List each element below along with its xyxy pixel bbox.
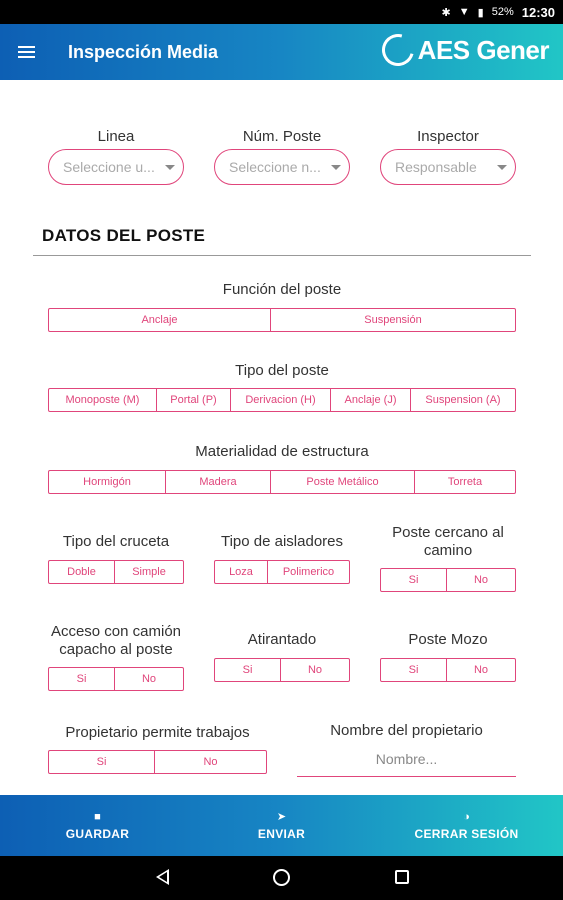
propietario-trabajos-option-si[interactable]: Si xyxy=(49,751,155,773)
back-icon[interactable] xyxy=(156,869,169,885)
tipo-poste-label: Tipo del poste xyxy=(235,362,329,379)
send-icon: ➤ xyxy=(276,810,287,823)
logout-icon: ◑ xyxy=(463,810,470,823)
material-option-metalico[interactable]: Poste Metálico xyxy=(271,471,415,493)
cerrar-sesion-label: CERRAR SESIÓN xyxy=(414,826,519,841)
material-option-torreta[interactable]: Torreta xyxy=(447,476,483,488)
tipo-poste-option-monoposte[interactable]: Monoposte (M) xyxy=(49,389,157,411)
tipo-poste-option-portal[interactable]: Portal (P) xyxy=(157,389,231,411)
cruceta-label: Tipo del cruceta xyxy=(62,533,170,550)
inspector-label: Inspector xyxy=(417,128,479,145)
inspector-select[interactable] xyxy=(380,149,516,185)
aisladores-segmented xyxy=(214,560,350,584)
brand-name: AES Gener xyxy=(417,34,549,65)
material-option-madera[interactable]: Madera xyxy=(166,471,271,493)
linea-value: Seleccione u... xyxy=(63,159,155,175)
hamburger-icon xyxy=(18,46,35,58)
mozo-segmented xyxy=(380,658,516,682)
enviar-label: ENVIAR xyxy=(257,826,306,841)
page-title: Inspección Media xyxy=(68,41,219,62)
num-poste-label: Núm. Poste xyxy=(242,128,322,145)
funcion-option-suspension[interactable]: Suspensión xyxy=(364,314,422,326)
aisladores-label: Tipo de aisladores xyxy=(220,533,343,550)
atirantado-segmented xyxy=(214,658,350,682)
enviar-button[interactable] xyxy=(224,795,339,856)
num-poste-select[interactable] xyxy=(214,149,350,185)
save-icon: ■ xyxy=(94,810,101,823)
num-poste-group xyxy=(214,128,350,185)
bluetooth-icon: ✱ xyxy=(441,6,451,19)
battery-icon: ▮ xyxy=(477,6,484,19)
wifi-icon: ▼ xyxy=(458,6,470,18)
guardar-button[interactable] xyxy=(40,795,155,856)
acceso-option-no[interactable]: No xyxy=(141,673,157,685)
acceso-segmented xyxy=(48,667,184,691)
brand-mark-icon xyxy=(376,28,420,72)
recent-apps-icon[interactable] xyxy=(395,870,409,884)
section-divider xyxy=(33,255,531,256)
nombre-propietario-input[interactable]: Nombre... xyxy=(297,745,516,777)
atirantado-label: Atirantado xyxy=(247,631,317,648)
cruceta-option-doble[interactable]: Doble xyxy=(49,561,115,583)
funcion-label: Función del poste xyxy=(222,281,342,298)
linea-select[interactable] xyxy=(48,149,184,185)
tipo-poste-segmented xyxy=(48,388,516,412)
cruceta-option-simple[interactable]: Simple xyxy=(132,566,166,578)
brand-logo xyxy=(382,34,549,66)
mozo-option-no[interactable]: No xyxy=(473,664,489,676)
propietario-trabajos-option-no[interactable]: No xyxy=(203,756,218,768)
app-bar xyxy=(0,24,563,80)
tipo-poste-option-suspension[interactable]: Suspension (A) xyxy=(425,394,501,406)
dropdown-caret-icon xyxy=(497,165,507,170)
cercano-option-no[interactable]: No xyxy=(473,574,489,586)
clock: 12:30 xyxy=(521,4,555,20)
cerrar-sesion-button[interactable] xyxy=(404,795,529,856)
tipo-poste-option-anclaje[interactable]: Anclaje (J) xyxy=(331,389,411,411)
battery-level: 52% xyxy=(491,6,514,18)
material-segmented xyxy=(48,470,516,494)
funcion-segmented xyxy=(48,308,516,332)
tipo-poste-option-derivacion[interactable]: Derivacion (H) xyxy=(231,389,331,411)
aisladores-option-loza[interactable]: Loza xyxy=(215,561,268,583)
propietario-trabajos-label: Propietario permite trabajos xyxy=(65,724,250,741)
funcion-option-anclaje[interactable]: Anclaje xyxy=(49,309,271,331)
atirantado-option-si[interactable]: Si xyxy=(215,659,281,681)
mozo-label: Poste Mozo xyxy=(408,631,488,648)
guardar-label: GUARDAR xyxy=(65,826,130,841)
propietario-trabajos-segmented xyxy=(48,750,267,774)
acceso-option-si[interactable]: Si xyxy=(49,668,115,690)
system-nav-bar xyxy=(0,856,563,900)
status-bar xyxy=(0,0,563,24)
linea-group xyxy=(48,128,184,185)
aisladores-option-polimerico[interactable]: Polimerico xyxy=(282,566,335,578)
cercano-option-si[interactable]: Si xyxy=(381,569,447,591)
menu-button[interactable] xyxy=(0,24,68,80)
cruceta-segmented xyxy=(48,560,184,584)
section-title: DATOS DEL POSTE xyxy=(42,226,206,245)
atirantado-option-no[interactable]: No xyxy=(307,664,323,676)
home-icon[interactable] xyxy=(273,869,290,886)
inspector-value: Responsable xyxy=(395,159,477,175)
mozo-option-si[interactable]: Si xyxy=(381,659,447,681)
inspector-group xyxy=(380,128,516,185)
material-label: Materialidad de estructura xyxy=(195,443,369,460)
linea-label: Linea xyxy=(97,128,135,145)
material-option-hormigon[interactable]: Hormigón xyxy=(49,471,166,493)
nombre-propietario-label: Nombre del propietario xyxy=(330,722,483,739)
dropdown-caret-icon xyxy=(165,165,175,170)
cercano-segmented xyxy=(380,568,516,592)
form-content xyxy=(0,80,563,795)
num-poste-value: Seleccione n... xyxy=(229,159,321,175)
bottom-action-bar xyxy=(0,795,563,856)
cercano-label: Poste cercano al camino xyxy=(392,524,504,559)
acceso-label: Acceso con camión capacho al poste xyxy=(50,623,182,658)
dropdown-caret-icon xyxy=(331,165,341,170)
